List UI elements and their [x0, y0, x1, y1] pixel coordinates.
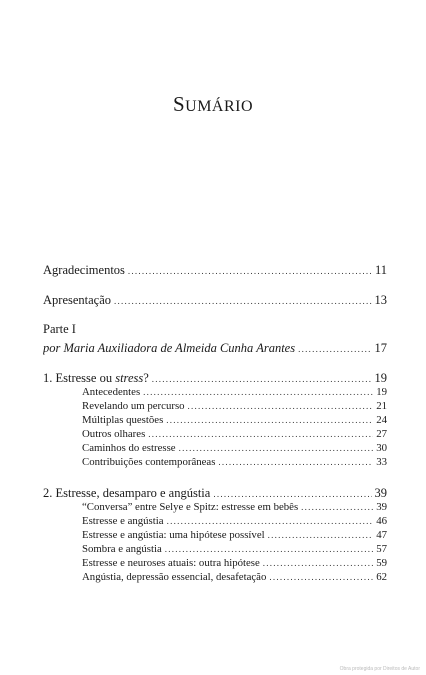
toc-subentry-label: Contribuições contemporâneas [82, 456, 216, 468]
toc-chapter-1[interactable] [43, 370, 387, 386]
toc-subentry-label: Outros olhares [82, 428, 146, 440]
dot-leader [218, 456, 373, 469]
dot-leader [167, 515, 374, 528]
toc-subentry[interactable] [82, 571, 387, 584]
copyright-watermark: Obra protegida por Direitos de Autor [339, 666, 420, 672]
toc-subentry-label: Caminhos do estresse [82, 442, 176, 454]
toc-subentry-label: Múltiplas questões [82, 414, 164, 426]
toc-subentry[interactable] [82, 501, 387, 514]
toc-chapter-label: 2. Estresse, desamparo e angústia [43, 486, 211, 500]
title-rest: UMÁRIO [185, 98, 254, 115]
dot-leader [298, 341, 371, 356]
part-heading: Parte I [43, 322, 76, 336]
toc-subentry[interactable] [82, 515, 387, 528]
toc-page-number: 59 [376, 557, 387, 569]
dot-leader [179, 442, 374, 455]
toc-subentry[interactable] [82, 400, 387, 413]
toc-subentry[interactable] [82, 557, 387, 570]
toc-subentry-label: Estresse e angústia [82, 515, 164, 527]
dot-leader [166, 414, 373, 427]
dot-leader [165, 543, 373, 556]
dot-leader [269, 571, 373, 584]
dot-leader [128, 263, 372, 278]
toc-entry-apresentacao[interactable] [43, 292, 387, 308]
toc-page-number: 62 [376, 571, 387, 583]
toc-page-number: 33 [376, 456, 387, 468]
chapter-title-italic: stress [115, 371, 144, 385]
toc-entry-agradecimentos[interactable] [43, 262, 387, 278]
title-initial: S [172, 92, 186, 116]
toc-subentry[interactable] [82, 386, 387, 399]
toc-page-number: 19 [376, 386, 387, 398]
toc-subentry[interactable] [82, 428, 387, 441]
toc-entry-label: Apresentação [43, 293, 112, 307]
toc-chapter-label [43, 370, 152, 386]
toc-page-number: 39 [374, 486, 387, 500]
chapter-title-prefix: 1. Estresse ou [43, 371, 116, 385]
dot-leader [263, 557, 373, 570]
toc-subentry-label: Sombra e angústia [82, 543, 162, 555]
author-byline: por Maria Auxiliadora de Almeida Cunha Arantes [43, 341, 296, 355]
dot-leader [301, 501, 373, 514]
toc-page-number: 17 [374, 341, 387, 355]
dot-leader [213, 486, 371, 501]
toc-subentry-label: Estresse e neuroses atuais: outra hipótese [82, 557, 260, 569]
toc-subentry[interactable] [82, 529, 387, 542]
dot-leader [114, 293, 371, 308]
toc-page-number: 19 [374, 371, 387, 385]
toc-page-number: 11 [374, 263, 387, 277]
toc-subentry[interactable] [82, 442, 387, 455]
toc-page-number: 24 [376, 414, 387, 426]
dot-leader [152, 371, 372, 386]
toc-page-number: 30 [376, 442, 387, 454]
toc-subentry-label: Antecedentes [82, 386, 141, 398]
toc-subentry-label: “Conversa” entre Selye e Spitz: estresse em bebês [82, 501, 299, 513]
toc-page-number: 57 [376, 543, 387, 555]
toc-subentry-label: Estresse e angústia: uma hipótese possível [82, 529, 265, 541]
toc-page-number: 21 [376, 400, 387, 412]
dot-leader [268, 529, 374, 542]
dot-leader [148, 428, 373, 441]
chapter-title-suffix: ? [143, 371, 149, 385]
toc-page-number: 39 [376, 501, 387, 513]
toc-subentry[interactable] [82, 414, 387, 427]
toc-page-number: 47 [376, 529, 387, 541]
toc-chapter-2[interactable] [43, 485, 387, 501]
dot-leader [188, 400, 374, 413]
dot-leader [143, 386, 373, 399]
toc-page-number: 27 [376, 428, 387, 440]
toc-subentry[interactable] [82, 543, 387, 556]
toc-page-number: 46 [376, 515, 387, 527]
toc-page-number: 13 [374, 293, 387, 307]
toc-entry-label: Agradecimentos [43, 263, 125, 277]
toc-subentry-label: Angústia, depressão essencial, desafetação [82, 571, 267, 583]
toc-entry-author[interactable] [43, 340, 387, 356]
toc-subentry[interactable] [82, 456, 387, 469]
toc-subentry-label: Revelando um percurso [82, 400, 185, 412]
